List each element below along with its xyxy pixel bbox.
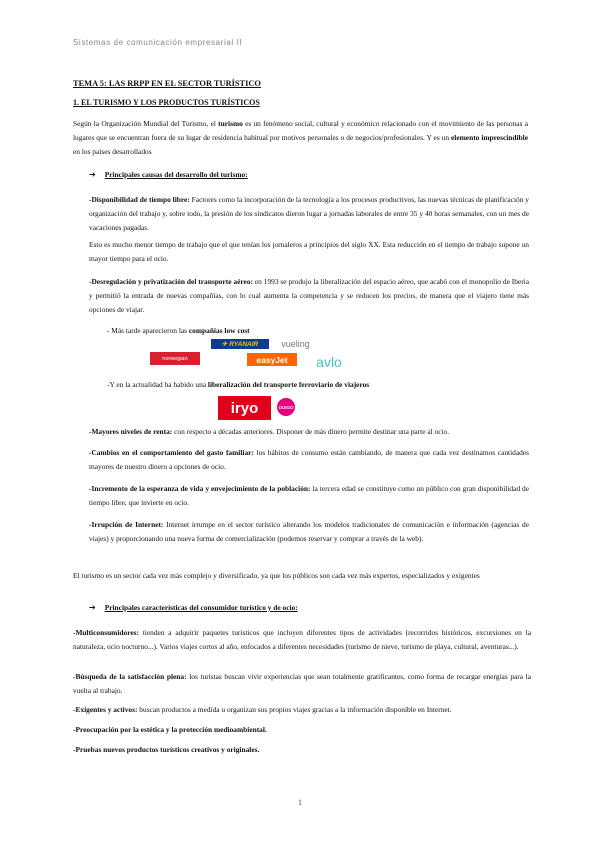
cause-income: -Mayores niveles de renta: con respecto a décadas anteriores. Disponer de más dinero permite destinar una parte al ocio. <box>89 427 450 436</box>
norwegian-logo: norwegian <box>150 352 200 365</box>
low-cost-line: - Más tarde aparecieron las compañías low cost <box>107 326 250 335</box>
consumer-heading: ➔ Principales características del consumidor turístico y de ocio: <box>89 603 298 612</box>
rail-liberalization-line: -Y en la actualidad ha habido una liberalización del transporte ferroviario de viajeros <box>107 380 370 389</box>
page-number: 1 <box>298 798 302 807</box>
summary-paragraph: El turismo es un sector cada vez más complejo y diversificado, ya que los públicos son cada vez más expertos, especializados y exigentes <box>73 571 480 580</box>
trait-demanding: -Exigentes y activos: buscan productos a medida u organizan sus propios viajes gracias a la información disponible en Internet. <box>73 705 452 714</box>
easyjet-logo: easyJet <box>247 353 297 366</box>
cause-internet: -Irrupción de Internet: Internet irrumpe en el sector turístico alterando los modelos tradicionales de comunicación e información (agencias de viajes) y proporcionando una nueva forma de comercialización (podemos reservar y comprar a través de la web). <box>89 520 529 543</box>
ouigo-logo: OUIGO <box>277 398 295 416</box>
chapter-title: TEMA 5: LAS RRPP EN EL SECTOR TURÍSTICO <box>73 79 261 88</box>
trait-new-products: -Pruebas nuevos productos turísticos creativos y originales. <box>73 745 260 754</box>
cause-free-time-note: Esto es mucho menor tiempo de trabajo que el que tenían los jornaleros a principios del siglo XX. Esta reducción en el tiempo de trabajo supone un mayor tiempo para el ocio. <box>89 240 529 263</box>
cause-air-transport: -Desregulación y privatización del transporte aéreo: en 1993 se produjo la liberalización del espacio aéreo, que acabó con el monopolio de Iberia y permitió la entrada de nuevas compañías, con lo cual aumenta la competencia y se reducen los precios, de manera que el viajero tiene más opciones de viajar. <box>89 277 529 314</box>
arrow-icon: ➔ <box>89 170 96 179</box>
cause-life-expectancy: -Incremento de la esperanza de vida y envejecimiento de la población: la tercera edad se constituye como un público con gran disponibilidad de tiempo libre, que invierte en ocio. <box>89 484 530 507</box>
trait-multiconsumers: -Multiconsumidores: tienden a adquirir paquetes turísticos que incluyen diferentes tipos de actividades (recorridos históricos, excursiones en la naturaleza, ocio nocturno...). Varios viajes cortos al año, enfocados a diferentes necesidades (turismo de nieve, turismo de playa, cultural, aventuras...). <box>73 628 531 651</box>
avlo-logo: avlo <box>316 354 342 370</box>
section-heading: 1. EL TURISMO Y LOS PRODUCTOS TURÍSTICOS <box>73 98 260 107</box>
trait-aesthetics: -Preocupación por la estética y la protección medioambiental. <box>73 725 267 734</box>
cause-family-spending: -Cambios en el comportamiento del gasto familiar: los hábitos de consumo están cambiando, de manera que cada vez destinamos cantidades mayores de nuestro dinero a opciones de ocio. <box>89 448 529 471</box>
vueling-logo: vueling <box>281 339 310 349</box>
causes-heading: ➔ Principales causas del desarrollo del turismo: <box>89 170 248 179</box>
cause-free-time: -Disponibilidad de tiempo libre: Factores como la incorporación de la tecnología a los procesos productivos, las nuevas técnicas de planificación y organización del trabajo y, sobre todo, la presión de los sindicatos dieron lugar a jornadas laborales de entre 35 y 40 horas semanales, con un mes de vacaciones pagadas. <box>89 195 530 232</box>
running-header: Sistemas de comunicación empresarial II <box>73 38 243 47</box>
arrow-icon: ➔ <box>89 603 96 612</box>
intro-paragraph: Según la Organización Mundial del Turismo, el turismo es un fenómeno social, cultural y económico relacionado con el movimiento de las personas a lugares que se encuentran fuera de su lugar de residencia habitual por motivos personales o de negocios/profesionales. Y es un elemento imprescindible en los países desarrollados <box>73 119 528 156</box>
iryo-logo: iryo <box>218 396 271 420</box>
ryanair-logo: ✈ RYANAIR <box>211 339 269 349</box>
trait-satisfaction: -Búsqueda de la satisfacción plena: los turistas buscan vivir experiencias que sean totalmente gratificantes, como forma de recargar energías para la vuelta al trabajo. <box>73 672 531 695</box>
harp-icon: ✈ <box>221 341 228 348</box>
